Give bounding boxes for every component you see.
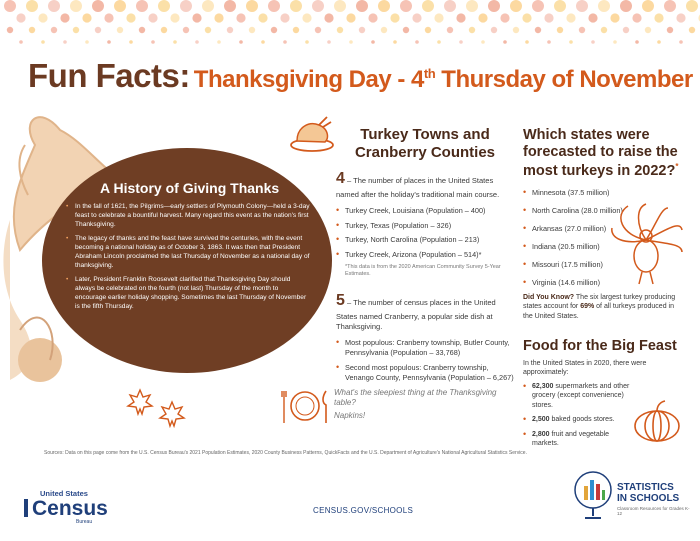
turkey-towns-list: [336, 206, 514, 260]
turkey-icon: [606, 200, 686, 286]
food-heading: Food for the Big Feast: [523, 338, 677, 354]
maple-leaf-icon: [126, 388, 154, 416]
page-title: Fun Facts: Thanksgiving Day - 4th Thursday of November: [28, 57, 693, 94]
footer-link[interactable]: CENSUS.GOV/SCHOOLS: [313, 506, 414, 515]
did-you-know: Did You Know? The six largest turkey producing states account for 69% of all turkeys produced in the United States.: [523, 294, 676, 320]
cranberry-fact: 5 – The number of census places in the United States named Cranberry, a popular side dish at Thanksgiving.: [336, 292, 496, 332]
plate-utensils-icon: [280, 383, 330, 429]
history-item: • Later, President Franklin Roosevelt clarified that Thanksgiving Day should always be celebrated on the fourth (not last) Thursday of the month to encourage earlier holiday shopping. Sometimes the last Thursday of November is the fifth Thursday.: [66, 276, 311, 312]
state-item: • Indiana (20.5 million): [523, 242, 683, 251]
history-item: • In the fall of 1621, the Pilgrims—early settlers of Plymouth Colony—held a 3-day feast to celebrate a bountiful harvest. Many regard this event as the nation's first Thanksgiving.: [66, 203, 311, 230]
history-list: [66, 203, 311, 316]
state-item: • Arkansas (27.0 million): [523, 224, 683, 233]
turkey-towns-section: [336, 126, 514, 388]
history-circle: [42, 148, 332, 373]
food-item: • 2,800 fruit and vegetable markets.: [523, 430, 631, 449]
food-item: • 62,300 supermarkets and other grocery (except convenience) stores.: [523, 382, 631, 410]
food-item: • 2,500 baked goods stores.: [523, 415, 631, 424]
history-item: • The legacy of thanks and the feast have survived the centuries, with the event becoming a national holiday as of October 3, 1863. It was then that President Abraham Lincoln proclaimed the last Thursday of November as a national day of thanksgiving.: [66, 235, 311, 271]
joke-answer: Napkins!: [334, 410, 366, 420]
list-item: • Turkey Creek, Louisiana (Population – 400): [336, 206, 514, 216]
pumpkin-icon: [632, 398, 682, 444]
sources-note: Sources: Data on this page come from the U.S. Census Bureau's 2021 Population Estimates, 2020 County Business Patterns, QuickFacts and the U.S. Department of Agriculture's National Agricultural Statistics Service.: [44, 450, 527, 456]
state-item: • Missouri (17.5 million): [523, 260, 683, 269]
food-intro: In the United States in 2020, there were approximately:: [523, 360, 647, 377]
census-logo: [24, 489, 108, 525]
state-item: • Virginia (14.6 million): [523, 278, 683, 287]
list-item: • Turkey Creek, Arizona (Population – 514)*: [336, 250, 514, 260]
roast-turkey-icon: [289, 113, 335, 153]
joke: [334, 388, 504, 421]
joke-question: What's the sleepiest thing at the Thanksgiving table?: [334, 388, 497, 408]
census-logo-big: Census: [32, 497, 108, 520]
statistics-in-schools-logo: STATISTICS IN SCHOOLS Classroom Resources for Grades K-12: [571, 464, 691, 524]
footnote: *This data is from the 2020 American Community Survey 5-Year Estimates.: [345, 264, 501, 278]
decorative-dot-pattern: [0, 0, 700, 60]
census-logo-small: United States: [40, 489, 88, 498]
turkey-fact: 4 – The number of places in the United States named after the holiday's traditional main course.: [336, 170, 500, 199]
states-heading: Which states were forecasted to raise the most turkeys in 2022?*: [523, 127, 679, 179]
cranberry-list: [336, 338, 514, 382]
history-heading: A History of Giving Thanks: [100, 180, 280, 196]
state-item: • North Carolina (28.0 million): [523, 206, 683, 215]
list-item: • Second most populous: Cranberry township, Venango County, Pennsylvania (Population – 6,267): [336, 363, 514, 383]
list-item: • Most populous: Cranberry township, Butler County, Pennsylvania (Population – 33,768): [336, 338, 514, 358]
state-item: • Minnesota (37.5 million): [523, 188, 683, 197]
globe-icon: [571, 464, 615, 522]
list-item: • Turkey, Texas (Population – 326): [336, 221, 514, 231]
maple-leaf-icon: [158, 400, 186, 428]
list-item: • Turkey, North Carolina (Population – 213): [336, 235, 514, 245]
turkey-towns-heading: Turkey Towns and Cranberry Counties: [354, 126, 496, 161]
census-logo-bureau: Bureau: [76, 519, 93, 525]
